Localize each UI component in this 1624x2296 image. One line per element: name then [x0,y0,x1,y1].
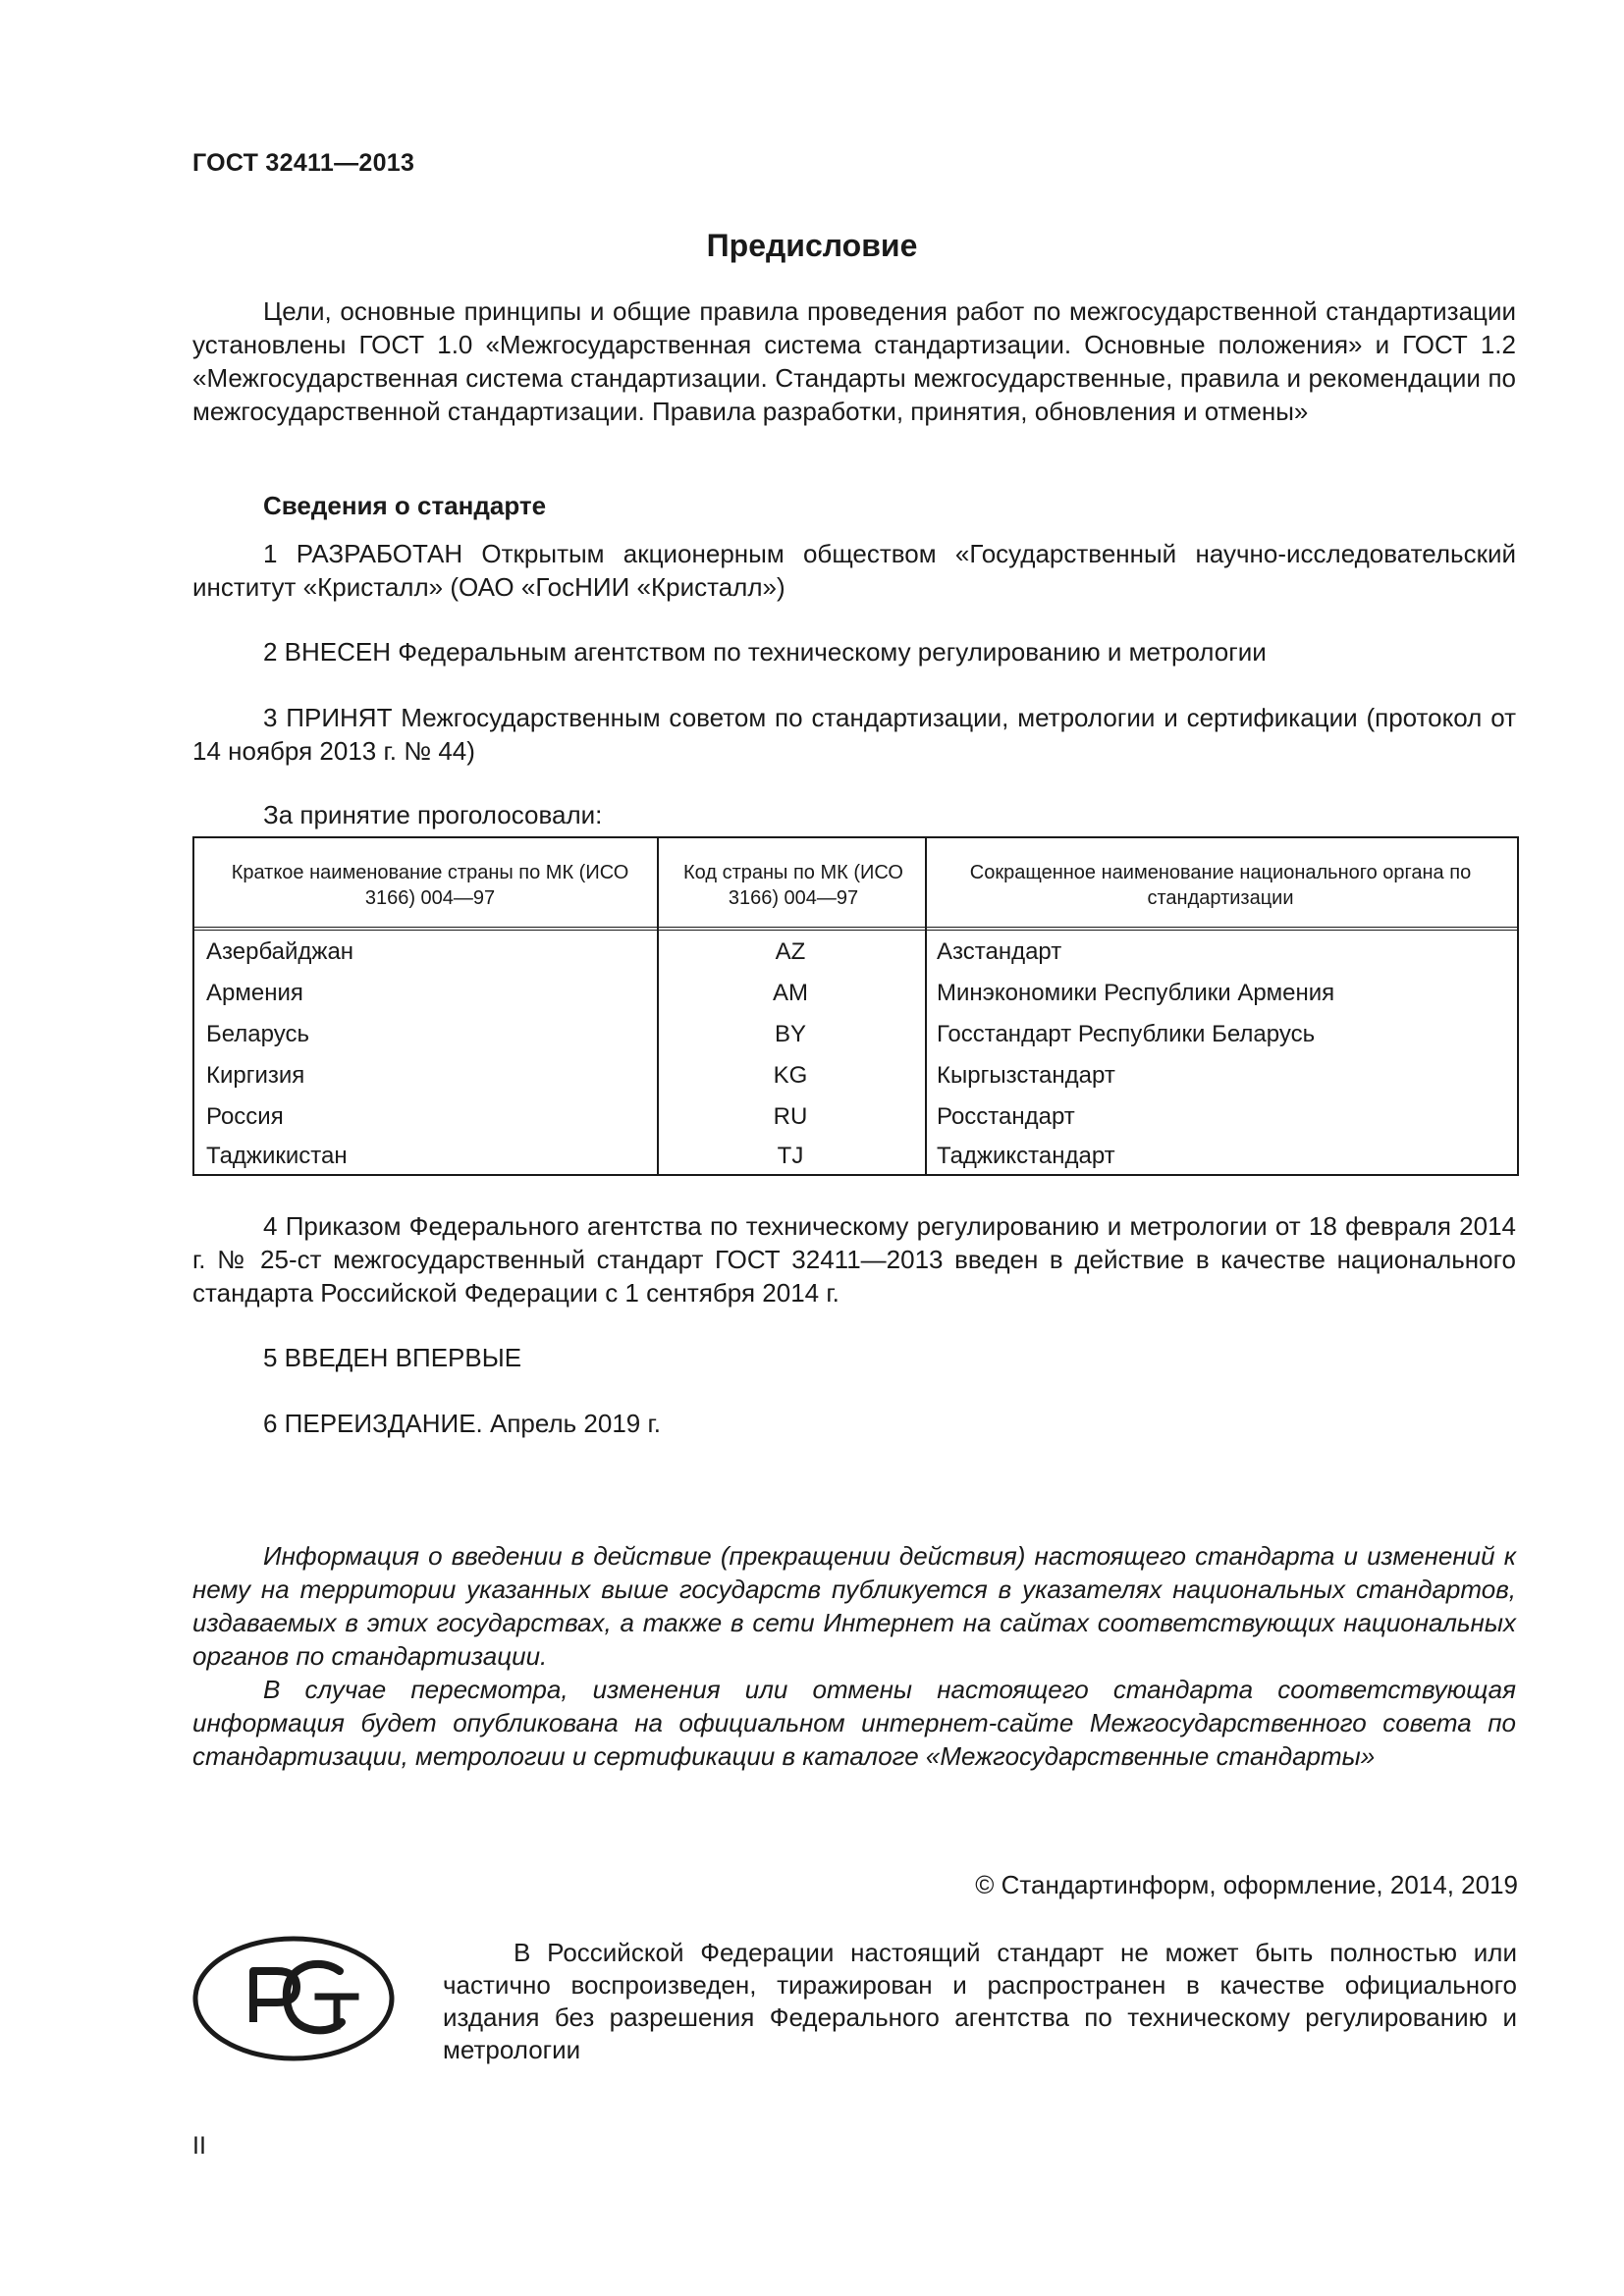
cell-body: Азстандарт [937,938,1062,965]
table-row [194,1056,1517,1097]
cell-country: Армения [206,980,303,1006]
table-row [194,1015,1517,1056]
cell-code: RU [773,1103,808,1130]
cell-code: AM [773,980,808,1006]
cell-code: KG [773,1062,808,1089]
cell-body: Росстандарт [937,1103,1075,1130]
cell-body: Госстандарт Республики Беларусь [937,1021,1316,1047]
page-title: Предисловие [706,228,918,263]
cell-code: AZ [775,938,806,965]
info-notice-paragraph: Информация о введении в действие (прекращении действия) настоящего стандарта и изменений к нему на территории указанных выше государств публикуется в указателях национальных стандартов, издаваемых в этих государствах, а также в сети Интернет на сайтах соответствующих национальных органов по стандартизации. [192,1541,1516,1671]
item-6-reissue: 6 ПЕРЕИЗДАНИЕ. Апрель 2019 г. [263,1409,662,1438]
rst-certification-mark-icon [192,1936,395,2066]
cell-body: Кыргызстандарт [937,1062,1115,1089]
item-2-submitted: 2 ВНЕСЕН Федеральным агентством по техническому регулированию и метрологии [263,637,1267,667]
item-1-developed: 1 РАЗРАБОТАН Открытым акционерным обществом «Государственный научно-исследовательский институт «Кристалл» (ОАО «ГосНИИ «Кристалл») [192,539,1516,602]
cell-country: Киргизия [206,1062,305,1089]
document-code-header: ГОСТ 32411—2013 [192,149,415,177]
table-header-code: Код страны по МК (ИСО 3166) 004—97 [683,862,903,909]
cell-country: Беларусь [206,1021,309,1047]
item-3-adopted: 3 ПРИНЯТ Межгосударственным советом по стандартизации, метрологии и сертификации (протокол от 14 ноября 2013 г. № 44) [192,703,1516,766]
table-header [194,838,1517,931]
info-heading: Сведения о стандарте [263,491,547,520]
cell-country: Азербайджан [206,938,354,965]
table-row [194,1137,1517,1178]
item-4-order: 4 Приказом Федерального агентства по техническому регулированию и метрологии от 18 февраля 2014 г. № 25-ст межгосударственный стандарт ГОСТ 32411—2013 введен в действие в качестве национального стандарта Российской Федерации с 1 сентября 2014 г. [192,1211,1516,1308]
cell-body: Минэкономики Республики Армения [937,980,1335,1006]
page-number: II [192,2132,206,2160]
cell-code: BY [774,1021,806,1047]
table-row [194,933,1517,974]
cell-country: Таджикистан [206,1143,348,1169]
table-row [194,1097,1517,1139]
cell-country: Россия [206,1103,284,1130]
item-5-introduced: 5 ВВЕДЕН ВПЕРВЫЕ [263,1343,522,1372]
copyright-line: © Стандартинформ, оформление, 2014, 2019 [975,1870,1518,1899]
reproduction-notice: В Российской Федерации настоящий стандарт не может быть полностью или частично воспроизведен, тиражирован и распространен в качестве официального издания без разрешения Федерального агентства по техническому регулированию и метрологии [443,1938,1517,2064]
cell-body: Таджикстандарт [937,1143,1115,1169]
table-row [194,974,1517,1015]
table-header-body: Сокращенное наименование национального органа по стандартизации [969,862,1472,909]
table-header-country: Краткое наименование страны по МК (ИСО 3166) 004—97 [231,862,629,909]
voting-countries-table [192,836,1519,1176]
voted-label: За принятие проголосовали: [263,800,603,829]
revision-notice-paragraph: В случае пересмотра, изменения или отмены настоящего стандарта соответствующая информация будет опубликована на официальном интернет-сайте Межгосударственного совета по стандартизации, метрологии и сертификации в каталоге «Межгосударственные стандарты» [192,1675,1516,1771]
cell-code: TJ [777,1143,804,1169]
intro-paragraph: Цели, основные принципы и общие правила проведения работ по межгосударственной стандартизации установлены ГОСТ 1.0 «Межгосударственная система стандартизации. Основные положения» и ГОСТ 1.2 «Межгосударственная система стандартизации. Стандарты межгосударственные, правила и рекомендации по межгосударственной стандартизации. Правила разработки, принятия, обновления и отмены» [192,296,1516,426]
